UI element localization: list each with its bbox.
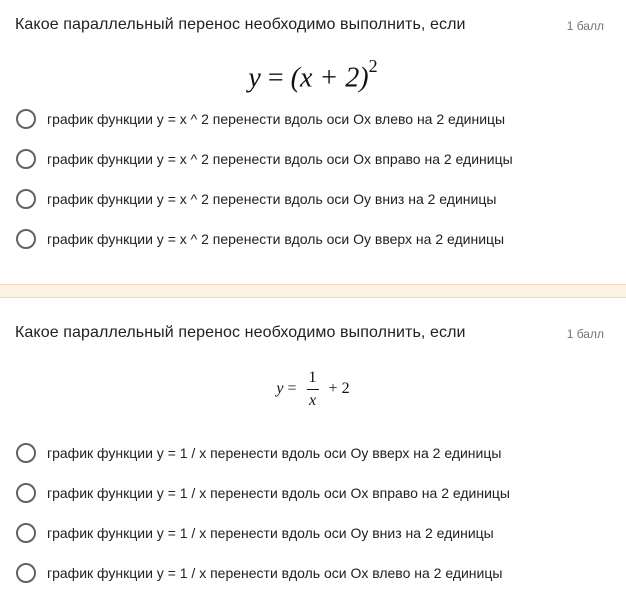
option-3[interactable] — [0, 522, 600, 546]
option-4[interactable] — [0, 562, 600, 586]
question-formula-2 — [0, 370, 626, 409]
option-label: график функции y = x ^ 2 перенести вдоль оси Oy вверх на 2 единицы — [47, 231, 505, 247]
option-label: график функции y = x ^ 2 перенести вдоль оси Oy вниз на 2 единицы — [47, 191, 497, 207]
formula-fraction — [307, 370, 319, 409]
question-points: 1 балл — [566, 327, 604, 341]
formula-numerator: 1 — [307, 370, 319, 390]
radio-button[interactable] — [16, 109, 36, 129]
radio-button[interactable] — [16, 483, 36, 503]
formula-lhs: y — [276, 380, 284, 398]
question-title: Какое параллельный перенос необходимо выполнить, если — [15, 16, 466, 33]
question-formula — [0, 56, 626, 94]
radio-button[interactable] — [16, 443, 36, 463]
formula-eq: = — [287, 380, 297, 398]
formula-eq: = — [267, 62, 284, 94]
option-label: график функции y = 1 / x перенести вдоль оси Ox влево на 2 единицы — [47, 565, 503, 581]
formula-power: 2 — [368, 56, 378, 76]
option-4[interactable] — [0, 228, 600, 252]
option-label: график функции y = 1 / x перенести вдоль оси Oy вниз на 2 единицы — [47, 525, 494, 541]
option-3[interactable] — [0, 188, 600, 212]
option-2[interactable] — [0, 482, 600, 506]
formula-lhs: y — [248, 62, 261, 94]
radio-button[interactable] — [16, 523, 36, 543]
formula-denominator: x — [308, 392, 317, 409]
option-label: график функции y = 1 / x перенести вдоль оси Oy вверх на 2 единицы — [47, 445, 502, 461]
option-label: график функции y = 1 / x перенести вдоль оси Ox вправо на 2 единицы — [47, 485, 510, 501]
option-1[interactable] — [0, 108, 600, 132]
radio-button[interactable] — [16, 229, 36, 249]
question-points: 1 балл — [566, 19, 604, 33]
question-card-2 — [0, 298, 626, 614]
option-label: график функции y = x ^ 2 перенести вдоль оси Ox вправо на 2 единицы — [47, 151, 513, 167]
section-separator — [0, 284, 626, 298]
question-card-1 — [0, 0, 626, 284]
question-title: Какое параллельный перенос необходимо выполнить, если — [15, 324, 466, 341]
radio-button[interactable] — [16, 149, 36, 169]
option-label: график функции y = x ^ 2 перенести вдоль оси Ox влево на 2 единицы — [47, 111, 506, 127]
formula-body: (x + 2) — [290, 62, 369, 94]
option-1[interactable] — [0, 442, 600, 466]
radio-button[interactable] — [16, 563, 36, 583]
option-2[interactable] — [0, 148, 600, 172]
radio-button[interactable] — [16, 189, 36, 209]
formula-rest: + 2 — [328, 380, 350, 398]
